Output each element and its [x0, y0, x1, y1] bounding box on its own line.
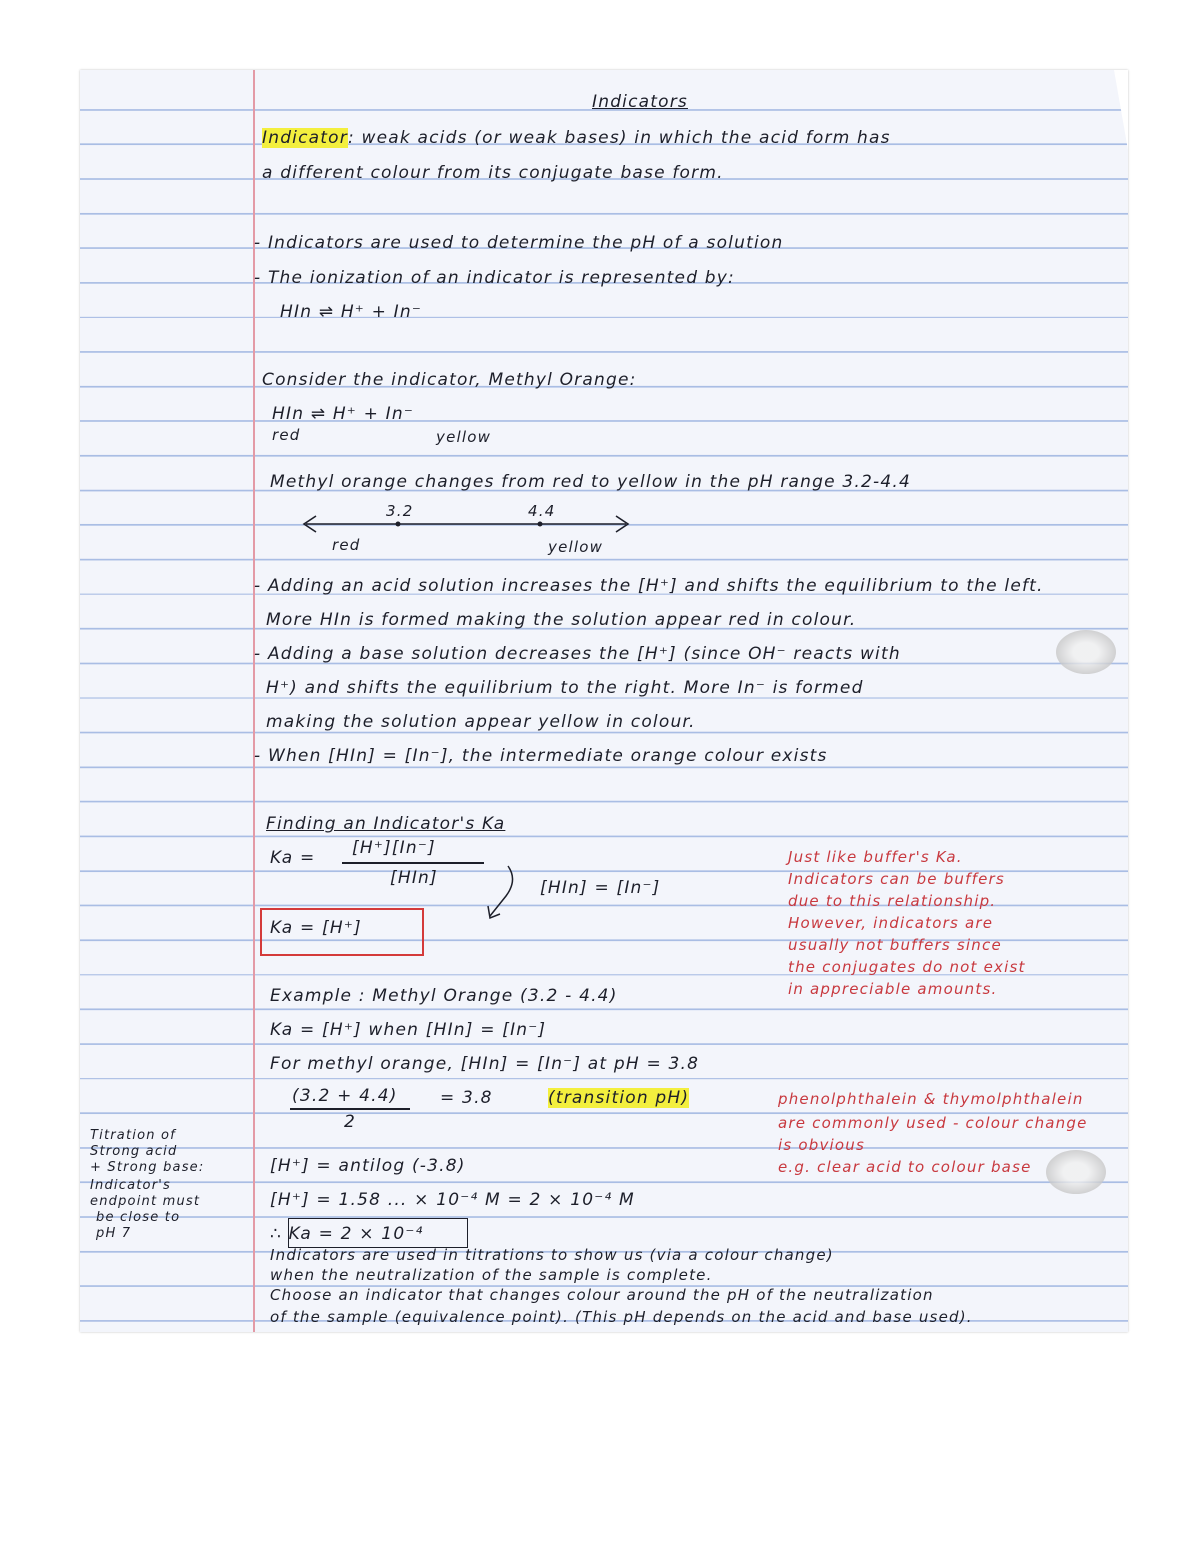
margin-note-line: Strong acid	[90, 1144, 178, 1159]
red-note-line: Just like buffer's Ka.	[788, 848, 963, 866]
arrow-yellow-label: yellow	[548, 538, 604, 556]
ka-denominator: [HIn]	[390, 868, 438, 888]
margin-note-line: be close to	[96, 1210, 181, 1225]
tape-mark	[1046, 1150, 1106, 1194]
red-note2-line: is obvious	[778, 1136, 865, 1154]
label-red: red	[272, 426, 301, 444]
ionization-equation: HIn ⇌ H⁺ + In⁻	[280, 302, 422, 322]
example-line: Example : Methyl Orange (3.2 - 4.4)	[270, 986, 618, 1006]
margin-line	[253, 70, 255, 1332]
bullet-line: making the solution appear yellow in colour.	[266, 712, 696, 732]
red-note-line: However, indicators are	[788, 914, 994, 932]
transition-ph	[548, 1088, 689, 1108]
margin-note-line: Titration of	[90, 1128, 176, 1143]
antilog-line: [H⁺] = antilog (-3.8)	[270, 1156, 466, 1176]
final-ka-box	[288, 1218, 468, 1248]
result-line: [H⁺] = 1.58 ... × 10⁻⁴ M = 2 × 10⁻⁴ M	[270, 1190, 635, 1210]
bottom-line: when the neutralization of the sample is complete.	[270, 1266, 713, 1284]
red-note2-line: are commonly used - colour change	[778, 1114, 1088, 1132]
red-note-line: in appreciable amounts.	[788, 980, 998, 998]
margin-note-line: + Strong base:	[90, 1160, 205, 1175]
bullet-line: - When [HIn] = [In⁻], the intermediate orange colour exists	[254, 746, 828, 766]
transition-highlight: (transition pH)	[548, 1088, 690, 1108]
bottom-line: of the sample (equivalence point). (This pH depends on the acid and base used).	[270, 1308, 973, 1326]
red-note-line: Indicators can be buffers	[788, 870, 1005, 888]
bullet-line: - The ionization of an indicator is represented by:	[254, 268, 735, 288]
arrow-red-label: red	[332, 536, 361, 554]
bullet-line: More HIn is formed making the solution appear red in colour.	[266, 610, 857, 630]
calc-denominator: 2	[344, 1112, 357, 1132]
ka-numerator: [H⁺][In⁻]	[352, 838, 436, 858]
example-line: Ka = [H⁺] when [HIn] = [In⁻]	[270, 1020, 547, 1040]
tick-low: 3.2	[386, 502, 414, 520]
bullet-line: - Adding a base solution decreases the [H⁺] (since OH⁻ reacts with	[254, 644, 901, 664]
page-title: Indicators	[592, 92, 688, 112]
ka-fraction-bar	[342, 862, 484, 864]
label-yellow: yellow	[436, 428, 492, 446]
definition-line-2: a different colour from its conjugate base form.	[262, 163, 724, 183]
red-note-line: due to this relationship.	[788, 892, 997, 910]
margin-note-line: pH 7	[96, 1226, 132, 1241]
definition-term: Indicator	[262, 128, 348, 148]
bullet-line: H⁺) and shifts the equilibrium to the right. More In⁻ is formed	[266, 678, 864, 698]
ka-heading: Finding an Indicator's Ka	[266, 814, 506, 834]
calc-result: = 3.8	[440, 1088, 493, 1108]
margin-note-line: Indicator's	[90, 1178, 171, 1193]
ph-range-text: Methyl orange changes from red to yellow in the pH range 3.2-4.4	[270, 472, 911, 492]
ka-condition: [HIn] = [In⁻]	[540, 878, 661, 898]
boxed-ka-text: Ka = [H⁺]	[270, 918, 362, 938]
bottom-line: Choose an indicator that changes colour around the pH of the neutralization	[270, 1286, 934, 1304]
example-line: For methyl orange, [HIn] = [In⁻] at pH = 3.8	[270, 1054, 700, 1074]
methyl-orange-equation: HIn ⇌ H⁺ + In⁻	[272, 404, 414, 424]
bullet-line: - Indicators are used to determine the pH of a solution	[254, 233, 784, 253]
page-fold	[1114, 70, 1128, 150]
tape-mark	[1056, 630, 1116, 674]
tick-high: 4.4	[528, 502, 556, 520]
red-note-line: usually not buffers since	[788, 936, 1002, 954]
condition-arrow	[484, 860, 534, 930]
red-note-line: the conjugates do not exist	[788, 958, 1026, 976]
ka-label: Ka =	[270, 848, 316, 868]
red-note2-line: e.g. clear acid to colour base	[778, 1158, 1032, 1176]
red-note2-line: phenolphthalein & thymolphthalein	[778, 1090, 1084, 1108]
calc-fraction-bar	[290, 1108, 410, 1110]
methyl-orange-intro: Consider the indicator, Methyl Orange:	[262, 370, 637, 390]
calc-numerator: (3.2 + 4.4)	[292, 1086, 398, 1106]
margin-note-line: endpoint must	[90, 1194, 201, 1209]
bottom-line: Indicators are used in titrations to show us (via a colour change)	[270, 1246, 834, 1264]
final-ka: ∴ Ka = 2 × 10⁻⁴	[270, 1224, 424, 1244]
bullet-line: - Adding an acid solution increases the [H⁺] and shifts the equilibrium to the left.	[254, 576, 1044, 596]
notebook-page	[80, 70, 1128, 1332]
definition-line-1	[262, 128, 891, 148]
definition-text: : weak acids (or weak bases) in which the acid form has	[347, 128, 891, 148]
